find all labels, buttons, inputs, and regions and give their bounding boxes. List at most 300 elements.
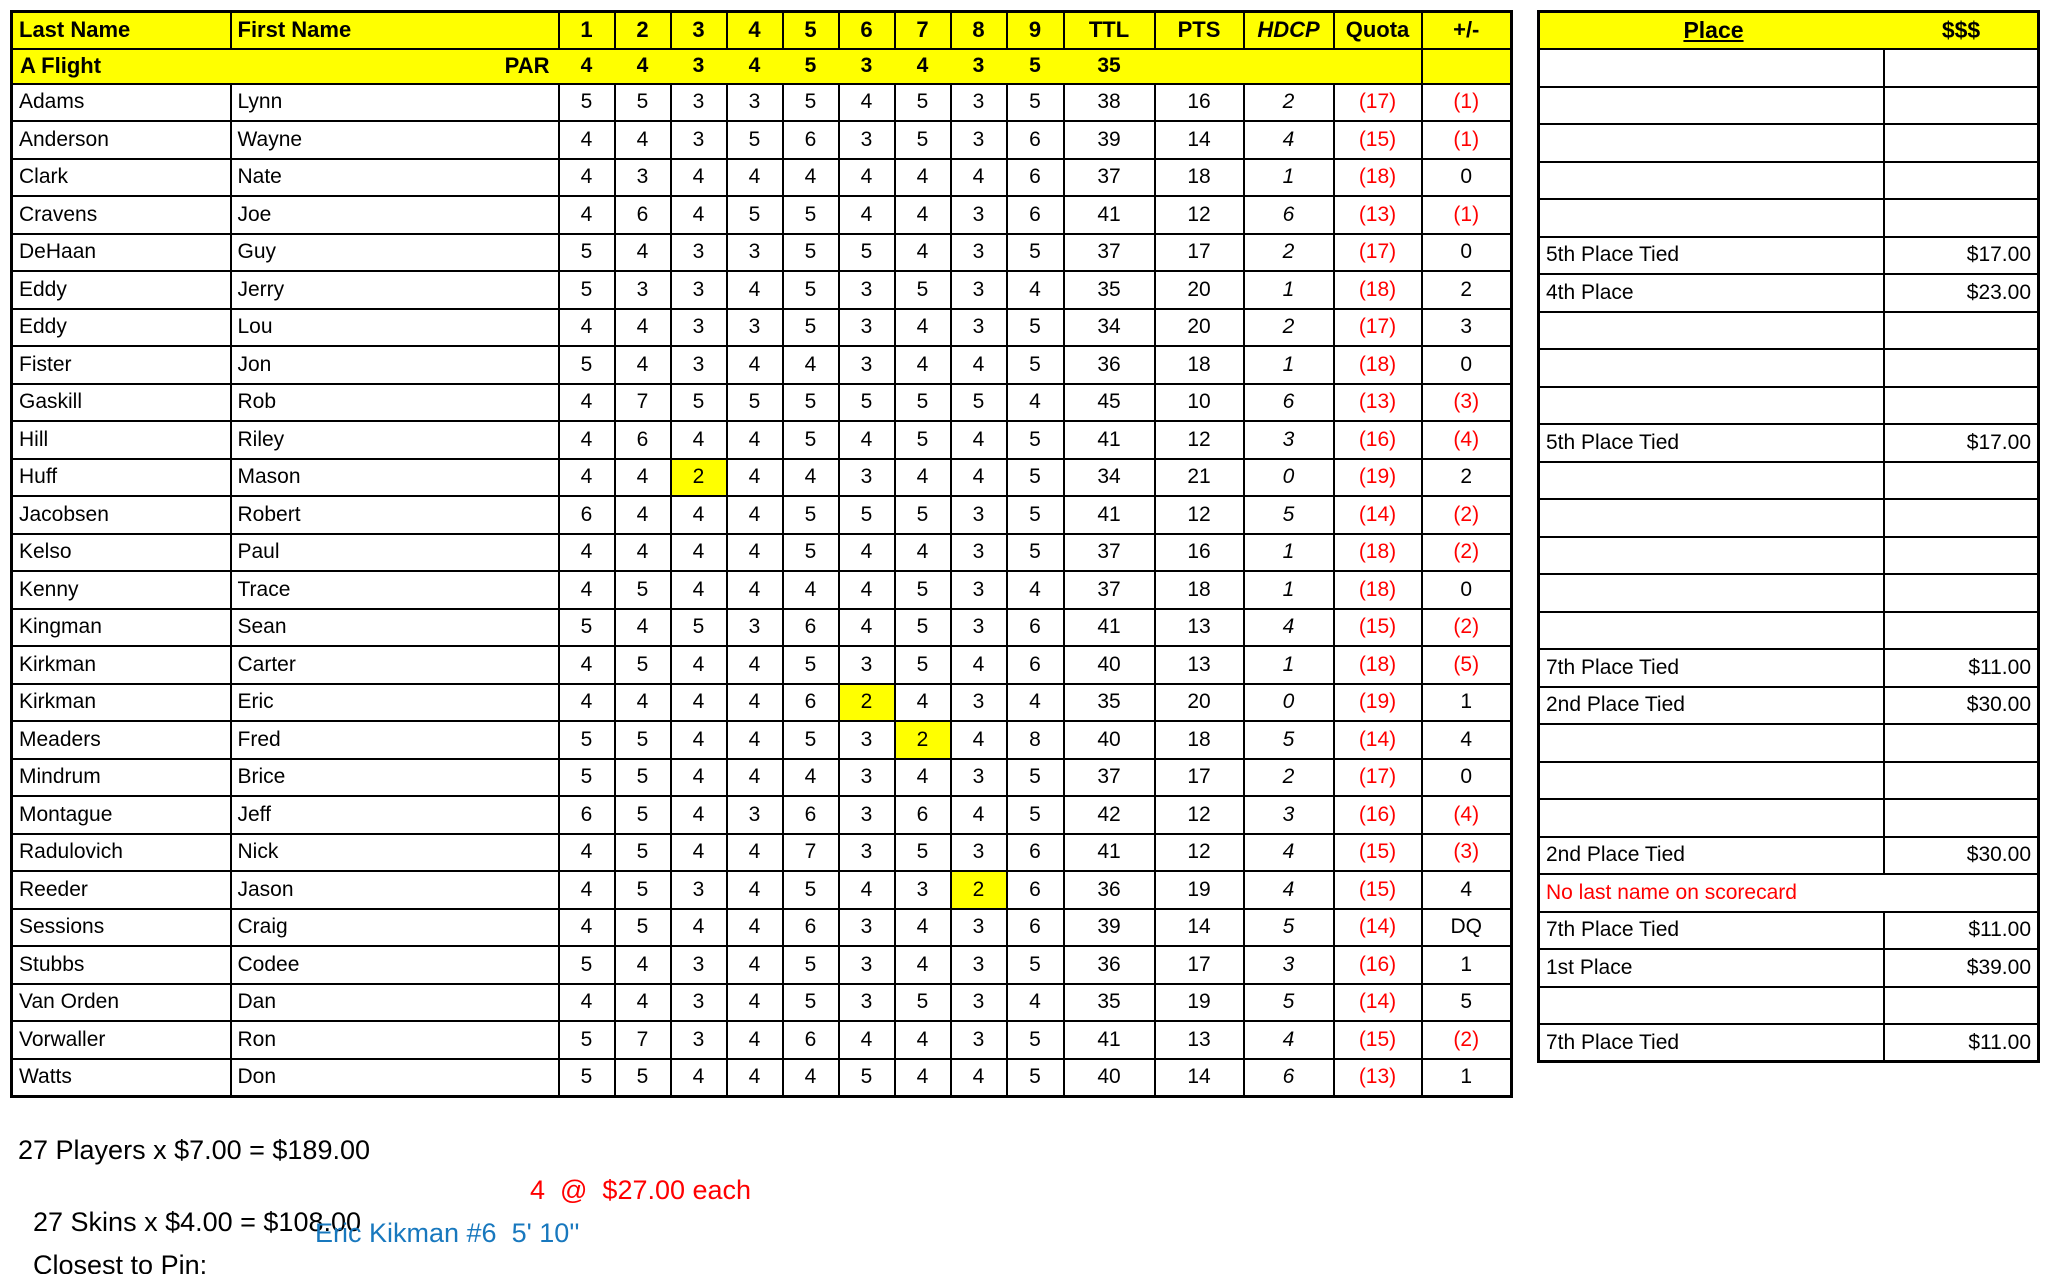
closest-to-pin-value: Eric Kikman #6 5' 10'' xyxy=(315,1218,580,1248)
hole-score-cell: 5 xyxy=(559,1059,615,1097)
handicap-cell: 1 xyxy=(1244,534,1334,572)
payout-row xyxy=(1539,49,2039,87)
quota-cell: (18) xyxy=(1334,271,1422,309)
total-cell: 35 xyxy=(1064,684,1155,722)
hole-score-cell: 5 xyxy=(559,946,615,984)
points-cell: 19 xyxy=(1155,984,1244,1022)
hole-score-cell: 2 xyxy=(895,721,951,759)
hole-score-cell: 4 xyxy=(559,459,615,497)
place-cell: 2nd Place Tied xyxy=(1539,837,1884,875)
hole-score-cell: 3 xyxy=(839,759,895,797)
player-last-name: Eddy xyxy=(12,309,231,347)
hole-score-cell: 4 xyxy=(839,871,895,909)
hole-score-cell: 4 xyxy=(727,721,783,759)
hole-score-cell: 3 xyxy=(671,1021,727,1059)
total-cell: 39 xyxy=(1064,121,1155,159)
par-hole-8: 3 xyxy=(951,49,1007,84)
hole-score-cell: 4 xyxy=(615,309,671,347)
hole-score-cell: 5 xyxy=(783,721,839,759)
par-row xyxy=(12,49,1512,84)
points-cell: 12 xyxy=(1155,796,1244,834)
plusminus-header: +/- xyxy=(1422,12,1512,49)
hole-score-cell: 4 xyxy=(727,834,783,872)
hole-score-cell: 5 xyxy=(615,1059,671,1097)
handicap-cell: 6 xyxy=(1244,384,1334,422)
hole-score-cell: 4 xyxy=(895,234,951,272)
quota-cell: (15) xyxy=(1334,834,1422,872)
player-row xyxy=(12,946,1512,984)
player-row xyxy=(12,309,1512,347)
payout-table xyxy=(1537,10,2040,1063)
player-first-name: Riley xyxy=(231,421,559,459)
hole-score-cell: 5 xyxy=(783,234,839,272)
hole-score-cell: 5 xyxy=(839,384,895,422)
hole-score-cell: 4 xyxy=(559,571,615,609)
hole-score-cell: 6 xyxy=(1007,121,1064,159)
points-cell: 21 xyxy=(1155,459,1244,497)
hole-score-cell: 5 xyxy=(783,84,839,122)
hole-score-cell: 3 xyxy=(671,984,727,1022)
place-cell xyxy=(1539,987,1884,1025)
quota-cell: (14) xyxy=(1334,721,1422,759)
hole-score-cell: 5 xyxy=(895,271,951,309)
money-cell: $23.00 xyxy=(1884,274,2039,312)
money-cell xyxy=(1884,724,2039,762)
hole-score-cell: 3 xyxy=(671,271,727,309)
place-cell: 7th Place Tied xyxy=(1539,1024,1884,1062)
hole-score-cell: 4 xyxy=(783,1059,839,1097)
money-cell xyxy=(1884,124,2039,162)
hole-score-cell: 5 xyxy=(559,1021,615,1059)
hole-score-cell: 5 xyxy=(839,496,895,534)
hole-score-cell: 4 xyxy=(895,684,951,722)
quota-cell: (14) xyxy=(1334,496,1422,534)
hole-score-cell: 5 xyxy=(727,196,783,234)
hole-score-cell: 5 xyxy=(783,946,839,984)
points-cell: 13 xyxy=(1155,1021,1244,1059)
hole-score-cell: 5 xyxy=(615,871,671,909)
hole-score-cell: 5 xyxy=(559,346,615,384)
payout-row xyxy=(1539,237,2039,275)
hole-score-cell: 4 xyxy=(559,421,615,459)
hole-score-cell: 6 xyxy=(1007,871,1064,909)
hole-score-cell: 6 xyxy=(1007,834,1064,872)
payout-row xyxy=(1539,387,2039,425)
money-cell: $11.00 xyxy=(1884,912,2039,950)
hole-score-cell: 4 xyxy=(1007,571,1064,609)
points-header: PTS xyxy=(1155,12,1244,49)
place-cell xyxy=(1539,799,1884,837)
hole-score-cell: 4 xyxy=(895,196,951,234)
hole-score-cell: 4 xyxy=(1007,684,1064,722)
hole-score-cell: 4 xyxy=(839,159,895,197)
hole-score-cell: 4 xyxy=(671,834,727,872)
player-row xyxy=(12,234,1512,272)
hole-score-cell: 5 xyxy=(1007,84,1064,122)
hole-score-cell: 4 xyxy=(895,759,951,797)
money-cell xyxy=(1884,762,2039,800)
handicap-cell: 4 xyxy=(1244,609,1334,647)
hole-score-cell: 4 xyxy=(895,1059,951,1097)
hole-score-cell: 4 xyxy=(559,384,615,422)
money-cell: $11.00 xyxy=(1884,1024,2039,1062)
hole-score-cell: 3 xyxy=(951,984,1007,1022)
hole-score-cell: 6 xyxy=(1007,196,1064,234)
hole-score-cell: 4 xyxy=(783,159,839,197)
hole-score-cell: 5 xyxy=(615,834,671,872)
hole-score-cell: 6 xyxy=(895,796,951,834)
hole-score-cell: 5 xyxy=(895,984,951,1022)
player-last-name: Fister xyxy=(12,346,231,384)
money-cell xyxy=(1884,349,2039,387)
hole-score-cell: 4 xyxy=(615,984,671,1022)
par-hole-5: 5 xyxy=(783,49,839,84)
hole-score-cell: 4 xyxy=(839,84,895,122)
hole-score-cell: 4 xyxy=(615,234,671,272)
hole-score-cell: 4 xyxy=(671,721,727,759)
player-first-name: Mason xyxy=(231,459,559,497)
points-cell: 16 xyxy=(1155,534,1244,572)
player-row xyxy=(12,459,1512,497)
points-cell: 18 xyxy=(1155,721,1244,759)
hole-score-cell: 5 xyxy=(1007,796,1064,834)
hole-score-cell: 5 xyxy=(615,84,671,122)
money-cell xyxy=(1884,537,2039,575)
hole-score-cell: 4 xyxy=(839,534,895,572)
hole-score-cell: 3 xyxy=(951,196,1007,234)
money-cell xyxy=(1884,574,2039,612)
player-first-name: Brice xyxy=(231,759,559,797)
payout-header-row xyxy=(1539,12,2039,50)
player-row xyxy=(12,421,1512,459)
hole-score-cell: 2 xyxy=(671,459,727,497)
money-cell: $30.00 xyxy=(1884,837,2039,875)
points-cell: 12 xyxy=(1155,496,1244,534)
quota-cell: (14) xyxy=(1334,909,1422,947)
par-hole-4: 4 xyxy=(727,49,783,84)
handicap-cell: 1 xyxy=(1244,271,1334,309)
hole-score-cell: 3 xyxy=(671,121,727,159)
hole-score-cell: 5 xyxy=(615,759,671,797)
hole-score-cell: 3 xyxy=(951,909,1007,947)
place-cell: 4th Place xyxy=(1539,274,1884,312)
quota-cell: (15) xyxy=(1334,871,1422,909)
handicap-cell: 2 xyxy=(1244,84,1334,122)
hole-score-cell: 4 xyxy=(951,1059,1007,1097)
hole-score-cell: 3 xyxy=(671,946,727,984)
hole-score-cell: 4 xyxy=(615,609,671,647)
first-name-header: First Name xyxy=(231,12,559,49)
points-cell: 12 xyxy=(1155,421,1244,459)
payout-body xyxy=(1539,49,2039,1062)
hole-score-cell: 4 xyxy=(1007,384,1064,422)
payout-row xyxy=(1539,912,2039,950)
player-last-name: Kelso xyxy=(12,534,231,572)
points-cell: 20 xyxy=(1155,684,1244,722)
hole-score-cell: 4 xyxy=(615,346,671,384)
players-body xyxy=(12,84,1512,1097)
hole-score-cell: 4 xyxy=(671,1059,727,1097)
player-row xyxy=(12,159,1512,197)
hole-score-cell: 3 xyxy=(951,309,1007,347)
hole-score-cell: 4 xyxy=(671,496,727,534)
plusminus-cell: 0 xyxy=(1422,234,1512,272)
points-cell: 20 xyxy=(1155,309,1244,347)
hole-score-cell: 5 xyxy=(559,759,615,797)
hole-score-cell: 4 xyxy=(727,459,783,497)
handicap-cell: 4 xyxy=(1244,121,1334,159)
hole-score-cell: 5 xyxy=(615,909,671,947)
hole-score-cell: 4 xyxy=(671,571,727,609)
quota-cell: (18) xyxy=(1334,571,1422,609)
money-cell xyxy=(1884,799,2039,837)
hole-score-cell: 5 xyxy=(1007,459,1064,497)
column-header-row xyxy=(12,12,1512,49)
hole-score-cell: 3 xyxy=(839,271,895,309)
plusminus-cell: 1 xyxy=(1422,946,1512,984)
hole-score-cell: 5 xyxy=(1007,1021,1064,1059)
player-last-name: Hill xyxy=(12,421,231,459)
hole-score-cell: 4 xyxy=(727,496,783,534)
hole-score-cell: 5 xyxy=(559,609,615,647)
place-header-label: Place xyxy=(1683,17,1744,43)
hole-score-cell: 4 xyxy=(727,1059,783,1097)
last-name-header: Last Name xyxy=(12,12,231,49)
hole-5-header: 5 xyxy=(783,12,839,49)
plusminus-cell: (1) xyxy=(1422,196,1512,234)
player-row xyxy=(12,909,1512,947)
hole-score-cell: 5 xyxy=(783,534,839,572)
total-cell: 34 xyxy=(1064,459,1155,497)
hole-score-cell: 4 xyxy=(1007,271,1064,309)
quota-cell: (16) xyxy=(1334,946,1422,984)
hole-score-cell: 5 xyxy=(839,1059,895,1097)
player-last-name: Huff xyxy=(12,459,231,497)
hole-score-cell: 5 xyxy=(783,984,839,1022)
payout-row xyxy=(1539,124,2039,162)
hole-score-cell: 5 xyxy=(839,234,895,272)
player-first-name: Ron xyxy=(231,1021,559,1059)
handicap-cell: 4 xyxy=(1244,1021,1334,1059)
player-first-name: Carter xyxy=(231,646,559,684)
hole-score-cell: 5 xyxy=(1007,234,1064,272)
skins-payout-text: 4 @ $27.00 each xyxy=(530,1175,752,1205)
hole-score-cell: 4 xyxy=(895,909,951,947)
handicap-cell: 6 xyxy=(1244,1059,1334,1097)
flight-label: A Flight xyxy=(20,53,102,78)
points-cell: 16 xyxy=(1155,84,1244,122)
payout-row xyxy=(1539,949,2039,987)
player-row xyxy=(12,646,1512,684)
plusminus-cell: 0 xyxy=(1422,346,1512,384)
player-first-name: Nate xyxy=(231,159,559,197)
player-first-name: Don xyxy=(231,1059,559,1097)
hole-score-cell: 3 xyxy=(671,234,727,272)
quota-cell: (19) xyxy=(1334,459,1422,497)
total-cell: 37 xyxy=(1064,759,1155,797)
hole-score-cell: 4 xyxy=(671,646,727,684)
hole-score-cell: 3 xyxy=(839,346,895,384)
plusminus-cell: (2) xyxy=(1422,496,1512,534)
quota-cell: (14) xyxy=(1334,984,1422,1022)
payout-row xyxy=(1539,874,2039,912)
player-last-name: Reeder xyxy=(12,871,231,909)
hole-score-cell: 4 xyxy=(727,571,783,609)
player-row xyxy=(12,759,1512,797)
hole-score-cell: 5 xyxy=(895,496,951,534)
hole-score-cell: 5 xyxy=(1007,309,1064,347)
player-row xyxy=(12,609,1512,647)
plusminus-cell: (5) xyxy=(1422,646,1512,684)
player-last-name: Anderson xyxy=(12,121,231,159)
hole-score-cell: 4 xyxy=(671,159,727,197)
player-first-name: Dan xyxy=(231,984,559,1022)
payout-row xyxy=(1539,424,2039,462)
hole-score-cell: 4 xyxy=(615,946,671,984)
player-row xyxy=(12,871,1512,909)
hole-score-cell: 4 xyxy=(671,684,727,722)
player-row xyxy=(12,1021,1512,1059)
hole-score-cell: 4 xyxy=(615,121,671,159)
hole-score-cell: 4 xyxy=(951,721,1007,759)
payout-row xyxy=(1539,724,2039,762)
player-row xyxy=(12,534,1512,572)
hole-score-cell: 7 xyxy=(783,834,839,872)
hole-score-cell: 3 xyxy=(839,721,895,759)
payout-row xyxy=(1539,499,2039,537)
par-hole-7: 4 xyxy=(895,49,951,84)
points-cell: 13 xyxy=(1155,646,1244,684)
total-cell: 37 xyxy=(1064,534,1155,572)
plusminus-cell: (4) xyxy=(1422,421,1512,459)
plusminus-cell: DQ xyxy=(1422,909,1512,947)
plusminus-cell: 1 xyxy=(1422,684,1512,722)
hole-score-cell: 3 xyxy=(839,834,895,872)
total-cell: 37 xyxy=(1064,234,1155,272)
hole-score-cell: 4 xyxy=(895,946,951,984)
handicap-cell: 5 xyxy=(1244,721,1334,759)
hole-score-cell: 3 xyxy=(951,571,1007,609)
total-cell: 41 xyxy=(1064,609,1155,647)
total-cell: 36 xyxy=(1064,871,1155,909)
hole-score-cell: 5 xyxy=(895,421,951,459)
points-cell: 12 xyxy=(1155,834,1244,872)
player-last-name: Cravens xyxy=(12,196,231,234)
hole-score-cell: 3 xyxy=(951,609,1007,647)
hole-score-cell: 5 xyxy=(783,196,839,234)
hole-score-cell: 3 xyxy=(839,459,895,497)
money-cell: $17.00 xyxy=(1884,424,2039,462)
hole-score-cell: 5 xyxy=(783,271,839,309)
par-hole-3: 3 xyxy=(671,49,727,84)
money-cell: $11.00 xyxy=(1884,649,2039,687)
hole-score-cell: 3 xyxy=(615,159,671,197)
total-cell: 34 xyxy=(1064,309,1155,347)
payout-row xyxy=(1539,1024,2039,1062)
hole-score-cell: 4 xyxy=(839,1021,895,1059)
handicap-cell: 5 xyxy=(1244,496,1334,534)
scorecard-table xyxy=(10,10,1513,1098)
money-cell: $30.00 xyxy=(1884,687,2039,725)
hole-score-cell: 4 xyxy=(727,646,783,684)
hole-score-cell: 6 xyxy=(559,796,615,834)
plusminus-cell: 0 xyxy=(1422,759,1512,797)
place-cell xyxy=(1539,87,1884,125)
hole-score-cell: 3 xyxy=(727,309,783,347)
closest-to-pin-label: Closest to Pin: xyxy=(33,1250,208,1274)
total-cell: 41 xyxy=(1064,496,1155,534)
plusminus-cell: (3) xyxy=(1422,834,1512,872)
hole-score-cell: 4 xyxy=(895,1021,951,1059)
player-row xyxy=(12,721,1512,759)
hole-score-cell: 4 xyxy=(727,759,783,797)
player-first-name: Craig xyxy=(231,909,559,947)
player-first-name: Sean xyxy=(231,609,559,647)
hole-score-cell: 3 xyxy=(727,796,783,834)
hole-score-cell: 5 xyxy=(1007,346,1064,384)
payout-row xyxy=(1539,687,2039,725)
money-cell: $17.00 xyxy=(1884,237,2039,275)
hole-score-cell: 4 xyxy=(727,984,783,1022)
hole-score-cell: 5 xyxy=(615,571,671,609)
place-cell: 2nd Place Tied xyxy=(1539,687,1884,725)
player-last-name: Kirkman xyxy=(12,684,231,722)
player-last-name: Montague xyxy=(12,796,231,834)
player-last-name: Kirkman xyxy=(12,646,231,684)
place-cell: 7th Place Tied xyxy=(1539,912,1884,950)
player-first-name: Codee xyxy=(231,946,559,984)
total-cell: 41 xyxy=(1064,834,1155,872)
hole-score-cell: 5 xyxy=(783,871,839,909)
payout-row xyxy=(1539,199,2039,237)
player-last-name: Watts xyxy=(12,1059,231,1097)
total-cell: 45 xyxy=(1064,384,1155,422)
total-cell: 36 xyxy=(1064,346,1155,384)
quota-cell: (17) xyxy=(1334,309,1422,347)
hole-score-cell: 4 xyxy=(559,646,615,684)
quota-cell: (17) xyxy=(1334,84,1422,122)
quota-cell: (15) xyxy=(1334,609,1422,647)
plusminus-cell: 5 xyxy=(1422,984,1512,1022)
total-cell: 41 xyxy=(1064,421,1155,459)
handicap-cell: 6 xyxy=(1244,196,1334,234)
hole-score-cell: 4 xyxy=(615,534,671,572)
hole-score-cell: 5 xyxy=(783,496,839,534)
hole-score-cell: 5 xyxy=(1007,496,1064,534)
hole-score-cell: 3 xyxy=(951,534,1007,572)
plusminus-cell: (4) xyxy=(1422,796,1512,834)
hole-score-cell: 5 xyxy=(895,121,951,159)
quota-cell: (16) xyxy=(1334,796,1422,834)
points-cell: 14 xyxy=(1155,1059,1244,1097)
player-row xyxy=(12,984,1512,1022)
hole-score-cell: 4 xyxy=(727,534,783,572)
hole-score-cell: 4 xyxy=(727,909,783,947)
hole-score-cell: 3 xyxy=(895,871,951,909)
handicap-cell: 5 xyxy=(1244,909,1334,947)
place-cell xyxy=(1539,162,1884,200)
hole-1-header: 1 xyxy=(559,12,615,49)
player-row xyxy=(12,84,1512,122)
hole-score-cell: 4 xyxy=(727,159,783,197)
player-last-name: Adams xyxy=(12,84,231,122)
hole-score-cell: 4 xyxy=(615,496,671,534)
hole-score-cell: 4 xyxy=(951,159,1007,197)
hole-score-cell: 4 xyxy=(727,421,783,459)
place-cell xyxy=(1539,387,1884,425)
par-total: 35 xyxy=(1064,49,1155,84)
place-cell: 7th Place Tied xyxy=(1539,649,1884,687)
